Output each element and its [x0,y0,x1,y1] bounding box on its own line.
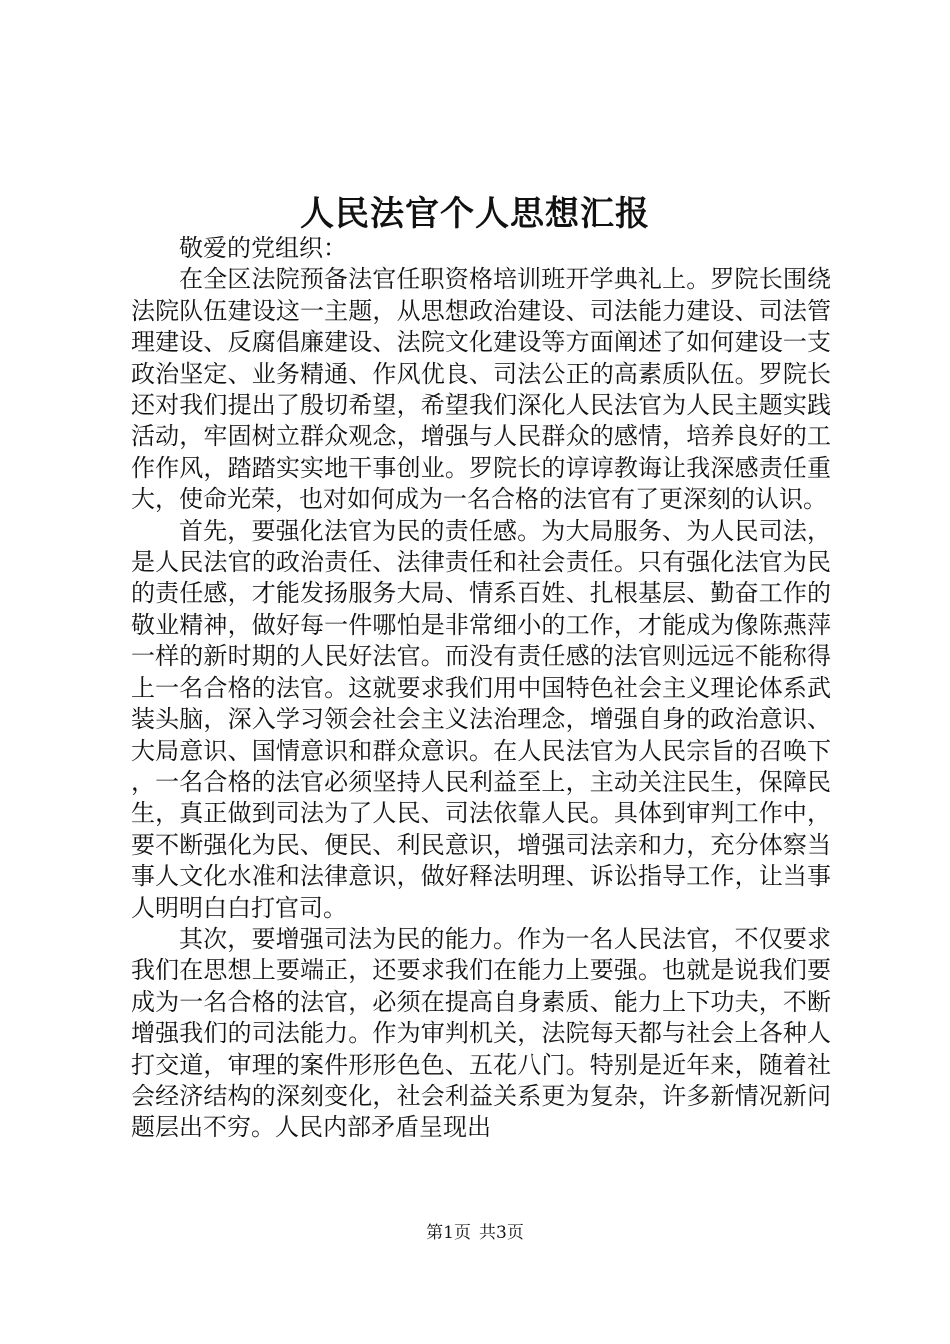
document-title: 人民法官个人思想汇报 [300,194,650,234]
page-number: 第1页 [426,1223,471,1243]
paragraph-intro: 在全区法院预备法官任职资格培训班开学典礼上。罗院长围绕法院队伍建设这一主题，从思想政治建设、司法能力建设、司法管理建设、反腐倡廉建设、法院文化建设等方面阐述了如何建设一支政治坚定、业务精通、作风优良、司法公正的高素质队伍。罗院长还对我们提出了殷切希望，希望我们深化人民法官为人民主题实践活动，牢固树立群众观念，增强与人民群众的感情，培养良好的工作作风，踏踏实实地干事创业。罗院长的谆谆教诲让我深感责任重大，使命光荣，也对如何成为一名合格的法官有了更深刻的认识。 [131,265,831,514]
paragraph-second-point: 其次，要增强司法为民的能力。作为一名人民法官，不仅要求我们在思想上要端正，还要求我们在能力上要强。也就是说我们要成为一名合格的法官，必须在提高自身素质、能力上下功夫，不断增强我们的司法能力。作为审判机关，法院每天都与社会上各种人打交道，审理的案件形形色色、五花八门。特别是近年来，随着社会经济结构的深刻变化，社会利益关系更为复杂，许多新情况新问题层出不穷。人民内部矛盾呈现出 [131,924,831,1142]
page-total: 共3页 [479,1223,524,1243]
document-body [131,233,831,1144]
page-footer [0,1218,950,1243]
paragraph-first-point: 首先，要强化法官为民的责任感。为大局服务、为人民司法，是人民法官的政治责任、法律责任和社会责任。只有强化法官为民的责任感，才能发扬服务大局、情系百姓、扎根基层、勤奋工作的敬业精神，做好每一件哪怕是非常细小的工作，才能成为像陈燕萍一样的新时期的人民好法官。而没有责任感的法官则远远不能称得上一名合格的法官。这就要求我们用中国特色社会主义理论体系武装头脑，深入学习领会社会主义法治理念，增强自身的政治意识、大局意识、国情意识和群众意识。在人民法官为人民宗旨的召唤下，一名合格的法官必须坚持人民利益至上，主动关注民生，保障民生，真正做到司法为了人民、司法依靠人民。具体到审判工作中，要不断强化为民、便民、利民意识，增强司法亲和力，充分体察当事人文化水准和法律意识，做好释法明理、诉讼指导工作，让当事人明明白白打官司。 [131,516,831,922]
salutation: 敬爱的党组织： [179,234,347,262]
